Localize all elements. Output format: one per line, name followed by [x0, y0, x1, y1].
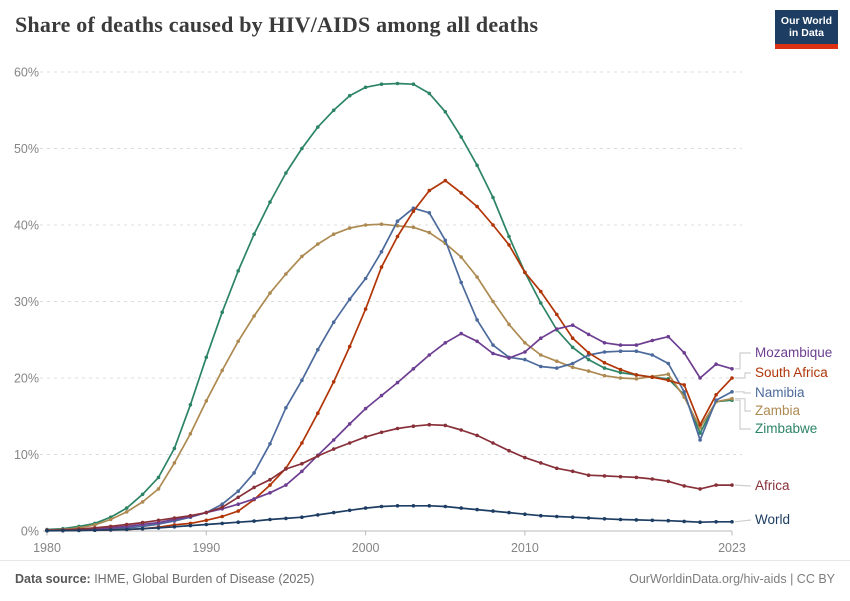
y-tick-label: 40%	[13, 218, 39, 233]
legend-label-1[interactable]: South Africa	[755, 365, 828, 380]
y-tick-label: 50%	[13, 142, 39, 156]
legend-label-6[interactable]: World	[755, 512, 791, 527]
y-tick-label: 30%	[13, 295, 39, 309]
data-source-label: Data source:	[15, 572, 91, 586]
data-source-text: IHME, Global Burden of Disease (2025)	[90, 572, 315, 586]
y-gridlines	[14, 66, 742, 539]
x-tick-label: 1980	[33, 541, 61, 555]
x-tick-label: 1990	[192, 541, 221, 555]
x-axis	[33, 531, 746, 555]
y-tick-label: 60%	[13, 65, 39, 80]
owid-license-link[interactable]: OurWorldinData.org/hiv-aids | CC BY	[629, 572, 835, 586]
owid-logo-line1: Our World	[780, 15, 833, 27]
data-source-note	[15, 572, 314, 586]
series-line-africa	[45, 423, 734, 532]
owid-logo-line2: in Data	[788, 27, 824, 39]
series-line-namibia	[45, 206, 734, 532]
legend-label-3[interactable]: Zambia	[755, 403, 801, 418]
x-tick-label: 2023	[718, 541, 746, 555]
legend-label-4[interactable]: Zimbabwe	[755, 421, 818, 436]
series-line-south-africa	[45, 179, 734, 533]
legend-label-0[interactable]: Mozambique	[755, 345, 833, 360]
series-line-zambia	[45, 222, 734, 532]
chart-footer	[0, 560, 850, 601]
x-tick-label: 2000	[351, 541, 380, 555]
x-tick-label: 2010	[510, 541, 539, 555]
y-tick-label: 0%	[20, 524, 39, 539]
series-line-zimbabwe	[45, 82, 734, 532]
legend-connectors	[735, 353, 751, 522]
series-line-world	[45, 504, 734, 533]
legend-label-2[interactable]: Namibia	[755, 385, 805, 400]
y-tick-label: 20%	[13, 371, 39, 386]
y-tick-label: 10%	[13, 448, 39, 462]
legend-label-5[interactable]: Africa	[755, 478, 790, 493]
chart-title: Share of deaths caused by HIV/AIDS among all deaths	[15, 12, 539, 37]
series-line-mozambique	[45, 323, 734, 532]
